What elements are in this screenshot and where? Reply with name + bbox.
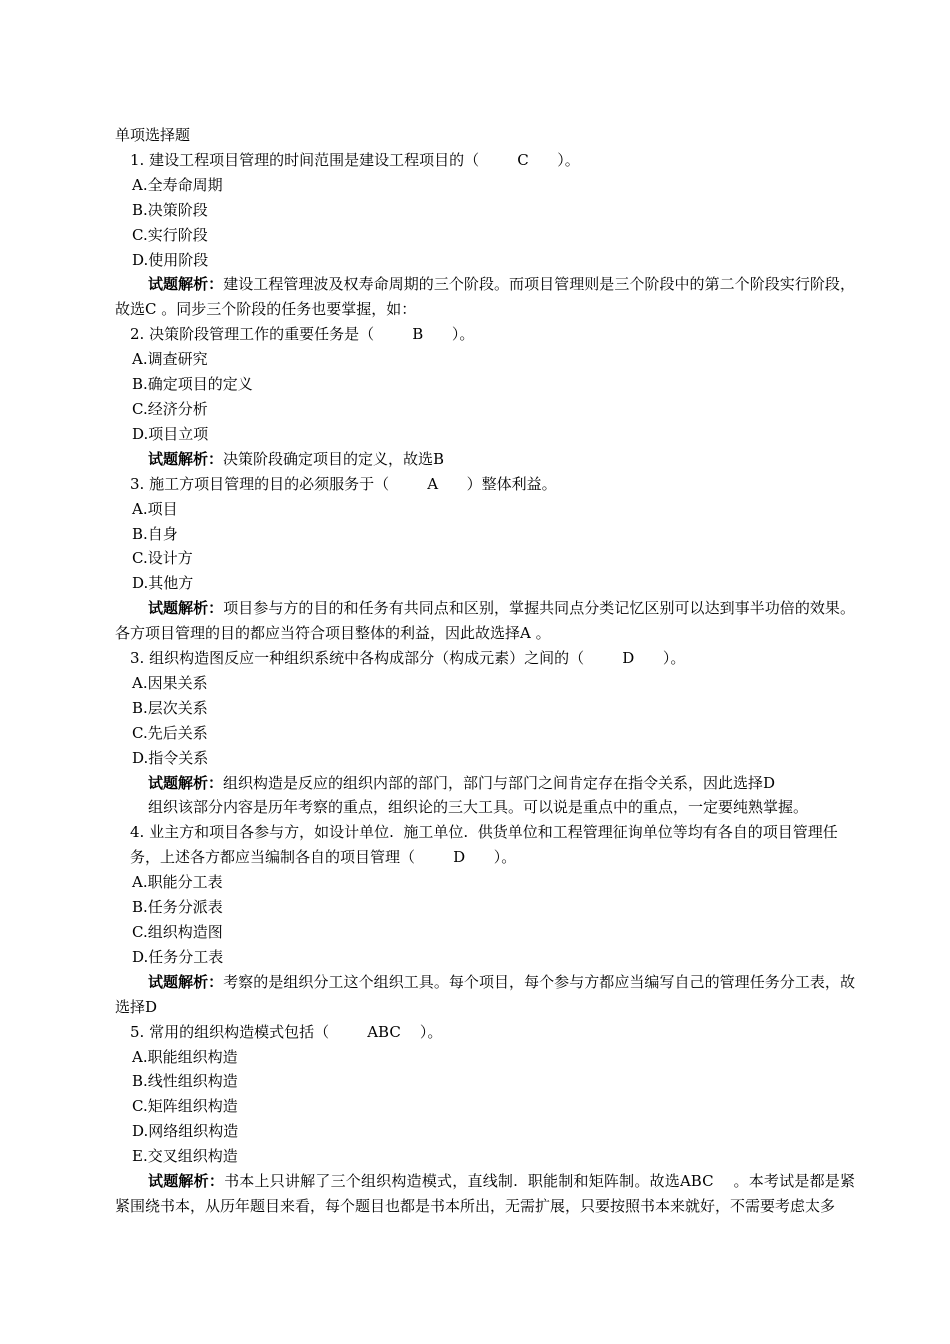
explanation-text: 建设工程管理波及权寿命周期的三个阶段。而项目管理则是三个阶段中的第二个阶段实行阶段，故选C 。同步三个阶段的任务也要掌握，如： [115,275,855,319]
option-d: D.其他方 [132,574,194,593]
option-b: B.线性组织构造 [132,1072,238,1091]
question-text: 4. 业主方和项目各参与方，如设计单位. 施工单位. 供货单位和工程管理征询单位等均有各自的项目管理任务，上述各方都应当编制各自的项目管理（ D ）。 [130,823,838,867]
option-e: E.交叉组织构造 [132,1147,238,1166]
option-a: A.职能组织构造 [132,1047,238,1066]
option-c: C.组织构造图 [132,923,223,941]
option-b: B.任务分派表 [132,898,223,917]
option-b: B.自身 [132,524,178,543]
question-block [115,472,855,646]
question-block [115,148,855,322]
explanation-text: 书本上只讲解了三个组织构造模式，直线制. 职能制和矩阵制。故选ABC 。本考试是都是紧紧围绕书本，从历年题目来看，每个题目也都是书本所出，无需扩展，只要按照书本来就好，不需要考虑太多 [115,1172,855,1215]
option-a: A.职能分工表 [132,873,223,892]
explanation-label: 试题解析： [148,773,224,792]
option-c: C.设计方 [132,549,193,568]
question-block [115,1020,855,1219]
explanation [115,447,855,472]
option-d: D.任务分工表 [132,947,224,966]
explanation-text: 组织构造是反应的组织内部的部门，部门与部门之间肯定存在指令关系，因此选择D [223,773,776,792]
explanation-text: 决策阶段确定项目的定义，故选B [223,449,445,468]
explanation [115,272,855,322]
explanation-label: 试题解析： [148,449,224,468]
question-block [115,646,855,820]
option-d: D.使用阶段 [132,250,209,269]
option-c: C.矩阵组织构造 [132,1097,238,1116]
explanation [115,771,855,796]
explanation-label: 试题解析： [148,599,224,618]
question-text: 1. 建设工程项目管理的时间范围是建设工程项目的（ C ）。 [130,150,580,169]
option-c: C.先后关系 [132,723,208,742]
question-text: 3. 组织构造图反应一种组织系统中各构成部分（构成元素）之间的（ D ）。 [130,649,686,668]
explanation-label: 试题解析： [148,275,224,294]
option-c: C.实行阶段 [132,225,208,244]
option-a: A.项目 [132,499,178,518]
explanation-text: 考察的是组织分工这个组织工具。每个项目，每个参与方都应当编写自己的管理任务分工表，故选择D [115,972,855,1016]
option-d: D.指令关系 [132,748,209,767]
question-block [115,322,855,471]
explanation [115,596,855,646]
option-a: A.因果关系 [132,673,208,692]
explanation-text: 项目参与方的目的和任务有共同点和区别，掌握共同点分类记忆区别可以达到事半功倍的效果。各方项目管理的目的都应当符合项目整体的利益，因此故选择A 。 [115,599,855,643]
question-text: 2. 决策阶段管理工作的重要任务是（ B ）。 [130,325,475,344]
option-c: C.经济分析 [132,399,208,418]
option-b: B.层次关系 [132,698,208,717]
section-title: 单项选择题 [115,126,191,144]
explanation-label: 试题解析： [148,1172,225,1191]
option-d: D.网络组织构造 [132,1122,239,1141]
option-a: A.全寿命周期 [132,175,223,194]
question-text: 5. 常用的组织构造模式包括（ ABC ）。 [130,1022,443,1041]
option-b: B.决策阶段 [132,200,208,219]
explanation-note: 组织该部分内容是历年考察的重点，组织论的三大工具。可以说是重点中的重点，一定要纯熟掌握。 [148,798,809,817]
document-body [115,123,855,1219]
explanation [115,970,855,1020]
option-b: B.确定项目的定义 [132,375,253,394]
option-a: A.调查研究 [132,350,208,369]
question-block [115,820,855,1019]
question-text: 3. 施工方项目管理的目的必须服务于（ A ）整体利益。 [130,474,557,493]
option-d: D.项目立项 [132,424,209,443]
explanation [115,1169,855,1219]
explanation-label: 试题解析： [148,972,224,991]
